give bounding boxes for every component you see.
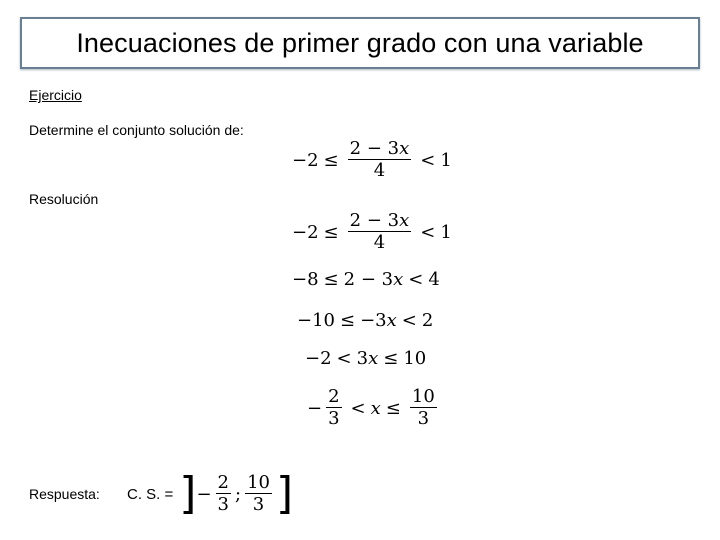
title-box	[20, 17, 700, 69]
step1-rel2: <	[420, 221, 436, 243]
answer-close-bracket: ]	[275, 468, 294, 519]
step2-left: −8	[292, 269, 319, 290]
step3-mid: −3	[360, 310, 387, 331]
step5-right-denominator: 3	[417, 408, 430, 429]
step4-rel1: <	[336, 348, 352, 369]
answer-left-numerator: 2	[217, 472, 229, 493]
answer-sign: −	[196, 483, 212, 505]
step2-right: 4	[428, 269, 440, 290]
step5-right-numerator: 10	[411, 386, 435, 407]
respuesta-label: Respuesta:	[29, 486, 100, 502]
problem-fraction	[348, 140, 412, 180]
step1-fraction	[348, 212, 412, 252]
page-title: Inecuaciones de primer grado con una variable	[76, 27, 644, 58]
step3-rel1: ≤	[340, 310, 356, 331]
answer-separator: ;	[235, 483, 242, 505]
step5-rel2: ≤	[385, 397, 401, 419]
step1-denominator: 4	[373, 232, 386, 253]
problem-rel2: <	[420, 149, 436, 171]
step-1	[292, 212, 452, 252]
step5-right-fraction	[410, 388, 437, 428]
step3-var: x	[386, 310, 397, 331]
answer-right-fraction	[245, 474, 272, 514]
step-5	[307, 388, 441, 428]
step1-right: 1	[440, 221, 452, 243]
step2-rel1: ≤	[323, 269, 339, 290]
problem-numerator: 2 − 3	[349, 138, 400, 159]
step5-left-denominator: 3	[328, 408, 340, 429]
step5-left-fraction	[326, 388, 341, 428]
problem-denominator: 4	[373, 160, 386, 181]
step4-rel2: ≤	[383, 348, 399, 369]
problem-inequality	[292, 140, 452, 180]
answer-left-denominator: 3	[217, 494, 229, 515]
answer-right-denominator: 3	[252, 494, 265, 515]
step4-right: 10	[403, 348, 427, 369]
problem-rel1: ≤	[323, 149, 339, 171]
step1-rel1: ≤	[323, 221, 339, 243]
problem-right: 1	[440, 149, 452, 171]
problem-var: x	[399, 138, 410, 159]
answer-cs-label: C. S. =	[127, 485, 174, 503]
step5-var: x	[370, 397, 381, 419]
ejercicio-heading: Ejercicio	[29, 87, 82, 103]
step3-right: 2	[421, 310, 434, 331]
step4-left: −2	[305, 348, 332, 369]
answer-left-fraction	[216, 474, 231, 514]
step4-mid: 3	[356, 348, 369, 369]
problem-left: −2	[292, 149, 319, 171]
step3-rel2: <	[401, 310, 417, 331]
step5-sign: −	[307, 397, 323, 419]
answer-right-numerator: 10	[247, 472, 270, 493]
step2-var: x	[393, 269, 404, 290]
step-2	[292, 269, 440, 290]
step-3	[297, 310, 433, 331]
step-4	[305, 348, 426, 369]
step1-numerator: 2 − 3	[349, 210, 400, 231]
step2-rel2: <	[408, 269, 424, 290]
step5-rel1: <	[350, 397, 366, 419]
exercise-prompt: Determine el conjunto solución de:	[29, 122, 244, 138]
step1-var: x	[399, 210, 410, 231]
step3-left: −10	[297, 310, 335, 331]
step5-left-numerator: 2	[328, 386, 340, 407]
answer-open-bracket: ]	[179, 468, 197, 519]
answer-set	[127, 468, 294, 519]
step1-left: −2	[292, 221, 319, 243]
step2-mid: 2 − 3	[343, 269, 394, 290]
resolucion-heading: Resolución	[29, 191, 99, 207]
step4-var: x	[368, 348, 379, 369]
